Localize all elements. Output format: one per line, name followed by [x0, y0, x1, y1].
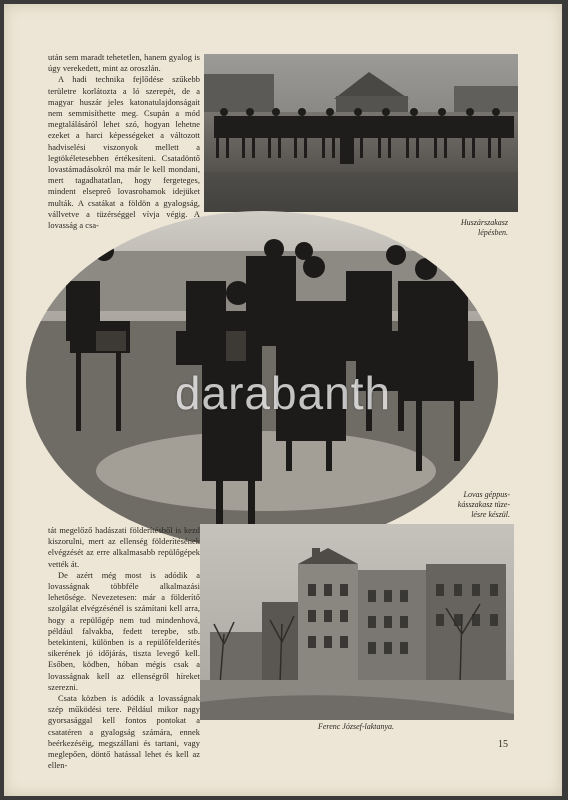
- photo-hussar-platoon: [204, 54, 518, 212]
- caption-line: lépésben.: [478, 228, 508, 237]
- caption-line: kásszakasz tüze-: [457, 500, 510, 509]
- caption-line: Lovas géppus-: [463, 490, 510, 499]
- paragraph: De azért még most is adódik a lovasságnak többféle alkalmazási lehetősége. Nevezetesen: már a földerítő szolgálat elvégzésénél is számítani kell arra, hogy a repülőgép nem tud mindenhová, például falvakba, fedett terepbe, stb. betekinteni, különben is a repülőfelderítés sikerének jó időjárás, tiszta levegő kell. Esőben, ködben, hóban mégis csak a lovasságnak kell az ellenségről híreket szerezni.: [48, 570, 200, 692]
- hussar-platoon-image: [204, 54, 518, 212]
- barracks-image: [200, 524, 514, 720]
- caption-barracks: [244, 722, 468, 732]
- paragraph: után sem maradt tehetetlen, hanem gyalog is úgy verekedett, mint az oroszlán.: [48, 53, 200, 74]
- paragraph: Csata közben is adódik a lovasságnak szép működési tere. Például mikor nagy gyorsasággal kell fontos pontokat a csatatéren a gyalogság számára, ennek beérkezéséig, megszállani és tartani, vagy meglepően, döntő hatással lehet és kell az ellen-: [48, 694, 200, 771]
- caption-line: Huszárszakasz: [460, 218, 508, 227]
- paragraph: A hadi technika fejlődése szűkebb területre korlátozta a ló szerepét, de a magyar huszár jeles katonatulajdonságait nem semmisíthette meg. Csupán a mód megtalálásáról lehet szó, hogyan lehetne ezeket a harci képességeket a változott hadviselési viszonyok mellett a legtökéletesebben értékesíteni. Csatadöntő lovastámadásokról ma már le kell mondani, mert tagadhatatlan, hogy fergeteges, mindent elsepreő lovasrohamok idejüket multák. A csatákat a földön a gyalogság, vállvetve a tüzérséggel vívja végig. A lovasság a csa-: [48, 75, 200, 231]
- caption-machine-gun-squad: [412, 490, 510, 520]
- watermark: darabanth: [174, 367, 392, 419]
- article-text-bottom: [48, 525, 200, 771]
- photo-barracks: [200, 524, 514, 720]
- caption-line: Ferenc József-laktanya.: [317, 722, 395, 731]
- page-number: 15: [498, 739, 508, 750]
- magazine-page: [4, 4, 562, 796]
- paragraph: tát megelőző hadászati földerítésből is kezd kiszorulni, mert az ellenség földerítésének elvégzését az erre alkalmasabb repülőgépek vették át.: [48, 526, 200, 569]
- caption-hussar-platoon: [424, 218, 508, 238]
- article-text-top: [48, 52, 200, 231]
- caption-line: lésre készül.: [471, 510, 510, 519]
